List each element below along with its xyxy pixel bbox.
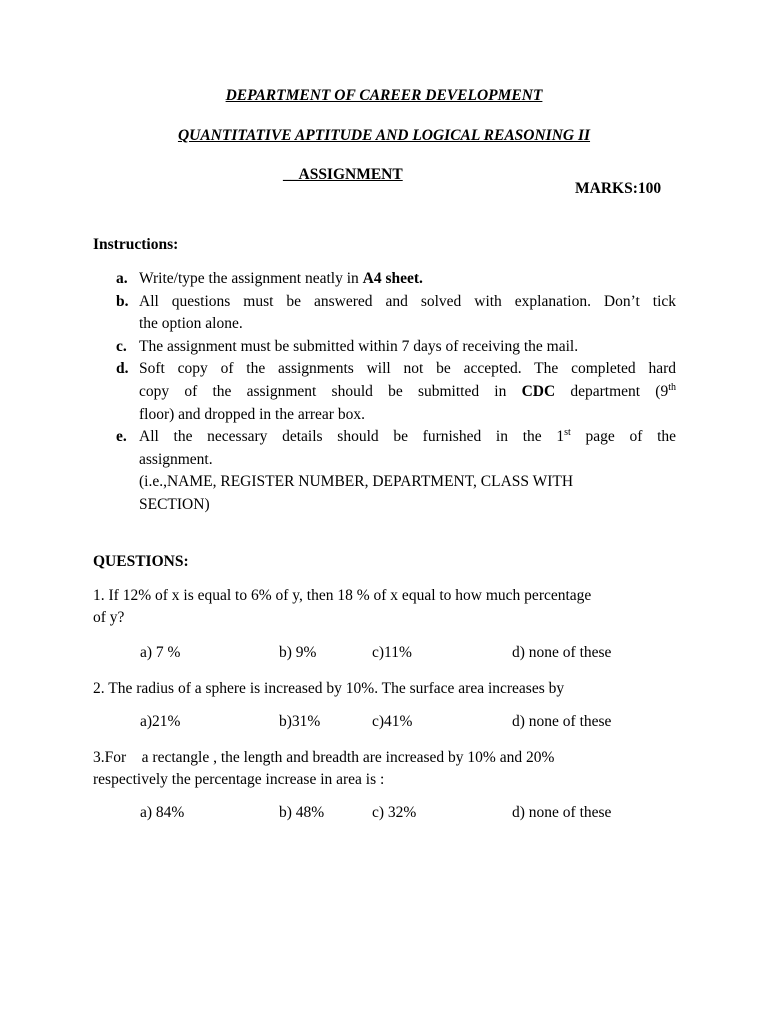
instruction-marker: c. [116,337,127,355]
instruction-item-a [93,268,676,291]
question-3-option-d: d) none of these [512,804,612,821]
instruction-marker: b. [116,292,129,310]
question-1-text: 1. If 12% of x is equal to 6% of y, then 18 % of x equal to how much percentage [93,587,592,604]
question-3-option-c: c) 32% [372,804,417,821]
instruction-item-c [93,336,676,359]
instruction-item-d [93,358,676,426]
department-heading: DEPARTMENT OF CAREER DEVELOPMENT [225,87,543,104]
question-1-option-d: d) none of these [512,644,612,661]
instruction-text: the option alone. [139,315,243,333]
instruction-item-e [93,426,676,516]
instruction-text: assignment. [139,450,213,468]
instruction-item-b [93,291,676,336]
instruction-text: department (9 [555,382,669,400]
instruction-text: page of the [570,428,677,446]
instruction-text: All questions must be answered and solved with explanation. Don’t tick [139,292,676,310]
instruction-text: The assignment must be submitted within 7 days of receiving the mail. [139,337,579,355]
question-3-option-b: b) 48% [279,804,325,821]
questions-title: QUESTIONS: [93,553,189,570]
instructions-list [93,268,676,517]
instruction-text: (i.e.,NAME, REGISTER NUMBER, DEPARTMENT, CLASS WITH [139,473,574,491]
superscript: st [564,427,571,438]
instruction-text-bold: A4 sheet. [362,270,423,287]
course-heading: QUANTITATIVE APTITUDE AND LOGICAL REASONING II [177,127,591,144]
question-2-option-c: c)41% [372,713,413,730]
question-1-option-c: c)11% [372,644,412,661]
superscript: th [668,381,676,393]
instruction-marker: a. [116,270,128,287]
instruction-text: Write/type the assignment neatly in [139,270,363,287]
question-3-text-cont: respectively the percentage increase in area is : [93,771,385,788]
instruction-marker: d. [116,360,129,378]
question-3-text: 3.For a rectangle , the length and breadth are increased by 10% and 20% [93,749,555,766]
question-1-option-a: a) 7 % [140,644,181,661]
marks-label: MARKS:100 [575,180,662,197]
question-1-option-b: b) 9% [279,644,317,661]
question-2-option-d: d) none of these [512,713,612,730]
instruction-text: floor) and dropped in the arrear box. [139,405,365,423]
question-1-text-cont: of y? [93,609,125,626]
instruction-text-bold: CDC [521,382,556,400]
instruction-text: copy of the assignment should be submitted in [139,382,522,400]
instruction-text: All the necessary details should be furnished in the 1 [139,428,565,446]
question-2-option-a: a)21% [140,713,181,730]
instruction-marker: e. [116,428,127,446]
question-2-text: 2. The radius of a sphere is increased by 10%. The surface area increases by [93,680,565,697]
question-2-option-b: b)31% [279,713,321,730]
instruction-text: Soft copy of the assignments will not be accepted. The completed hard [139,360,676,378]
instructions-title: Instructions: [93,236,179,253]
question-3-option-a: a) 84% [140,804,185,821]
instruction-text: SECTION) [139,495,210,513]
assignment-label: __ASSIGNMENT [283,166,403,183]
